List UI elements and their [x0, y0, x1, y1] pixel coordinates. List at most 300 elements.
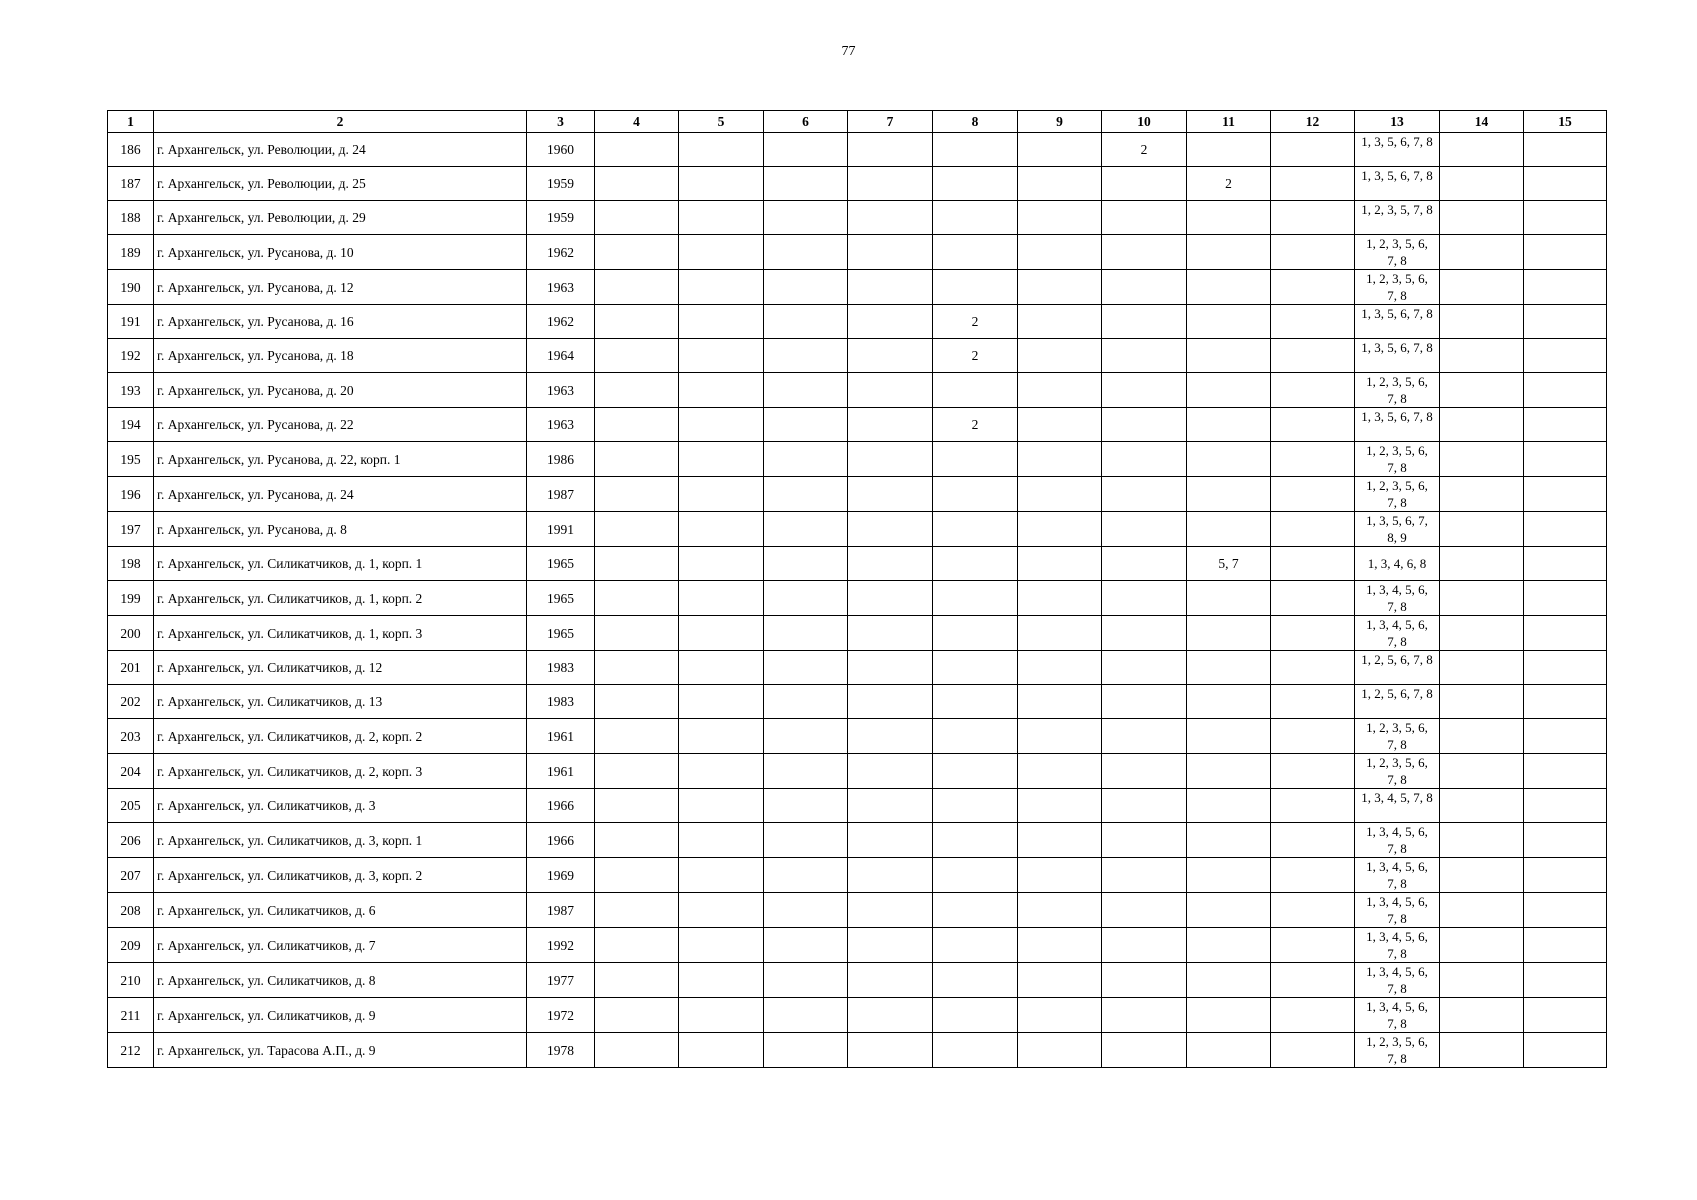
table-cell: 2: [933, 408, 1018, 442]
table-cell: [933, 789, 1018, 823]
table-cell: [848, 235, 933, 270]
table-cell: [1187, 373, 1271, 408]
table-cell: [679, 477, 764, 512]
table-cell: [1187, 893, 1271, 928]
table-cell: 5, 7: [1187, 547, 1271, 581]
table-cell: [764, 719, 848, 754]
table-cell: [1524, 305, 1607, 339]
table-cell: [933, 235, 1018, 270]
table-cell: [848, 928, 933, 963]
table-cell: [933, 201, 1018, 235]
table-cell: г. Архангельск, ул. Русанова, д. 18: [154, 339, 527, 373]
table-cell: [848, 477, 933, 512]
table-cell: 1965: [527, 616, 595, 651]
table-row: [108, 305, 1607, 339]
table-cell: 211: [108, 998, 154, 1033]
table-cell: г. Архангельск, ул. Тарасова А.П., д. 9: [154, 1033, 527, 1068]
table-cell: 186: [108, 133, 154, 167]
table-cell: [1271, 998, 1355, 1033]
table-cell: [1524, 858, 1607, 893]
table-cell: [933, 1033, 1018, 1068]
table-cell: [933, 963, 1018, 998]
table-cell: [679, 235, 764, 270]
table-cell: [848, 512, 933, 547]
table-cell: [764, 823, 848, 858]
table-cell: [1271, 270, 1355, 305]
table-cell: 1963: [527, 270, 595, 305]
table-row: [108, 167, 1607, 201]
table-cell: 206: [108, 823, 154, 858]
table-cell: [595, 893, 679, 928]
table-cell: [1524, 512, 1607, 547]
table-cell: [679, 823, 764, 858]
table-cell: 1, 3, 5, 6, 7, 8: [1355, 408, 1440, 442]
table-cell: [1271, 963, 1355, 998]
table-cell: [1524, 719, 1607, 754]
table-cell: [933, 928, 1018, 963]
table-cell: 1964: [527, 339, 595, 373]
table-cell: [1271, 685, 1355, 719]
table-cell: 1977: [527, 963, 595, 998]
table-cell: 1, 3, 5, 6, 7, 8: [1355, 133, 1440, 167]
table-row: [108, 442, 1607, 477]
table-cell: [764, 928, 848, 963]
table-cell: [595, 963, 679, 998]
table-cell: [1271, 512, 1355, 547]
table-cell: [595, 270, 679, 305]
table-cell: [595, 1033, 679, 1068]
table-cell: [1187, 928, 1271, 963]
table-cell: г. Архангельск, ул. Силикатчиков, д. 3, корп. 2: [154, 858, 527, 893]
table-cell: [1102, 754, 1187, 789]
table-cell: [1187, 719, 1271, 754]
table-cell: [1187, 651, 1271, 685]
table-cell: [1018, 719, 1102, 754]
table-cell: [848, 651, 933, 685]
table-cell: [1018, 754, 1102, 789]
table-cell: 195: [108, 442, 154, 477]
table-cell: [595, 201, 679, 235]
table-cell: [595, 133, 679, 167]
table-cell: [848, 719, 933, 754]
table-cell: г. Архангельск, ул. Русанова, д. 8: [154, 512, 527, 547]
table-row: [108, 651, 1607, 685]
table-cell: [848, 201, 933, 235]
table-cell: [595, 408, 679, 442]
table-cell: г. Архангельск, ул. Русанова, д. 10: [154, 235, 527, 270]
table-cell: [1271, 651, 1355, 685]
table-cell: [679, 581, 764, 616]
table-cell: 190: [108, 270, 154, 305]
table-cell: 1959: [527, 201, 595, 235]
table-cell: 205: [108, 789, 154, 823]
table-cell: [1187, 133, 1271, 167]
table-cell: 1963: [527, 408, 595, 442]
table-cell: 1, 2, 5, 6, 7, 8: [1355, 651, 1440, 685]
table-cell: [933, 477, 1018, 512]
column-header: 5: [679, 111, 764, 133]
table-cell: 1961: [527, 754, 595, 789]
table-row: [108, 893, 1607, 928]
table-cell: [1271, 754, 1355, 789]
table-row: [108, 477, 1607, 512]
table-cell: г. Архангельск, ул. Силикатчиков, д. 13: [154, 685, 527, 719]
table-row: [108, 408, 1607, 442]
table-cell: [595, 754, 679, 789]
table-cell: [1018, 235, 1102, 270]
table-cell: [1102, 339, 1187, 373]
table-cell: [1440, 754, 1524, 789]
table-cell: [764, 373, 848, 408]
table-cell: [679, 963, 764, 998]
table-cell: 209: [108, 928, 154, 963]
table-cell: 1, 3, 4, 5, 6, 7, 8: [1355, 616, 1440, 651]
table-cell: [679, 442, 764, 477]
table-cell: [1271, 547, 1355, 581]
table-cell: [1271, 616, 1355, 651]
column-header: 4: [595, 111, 679, 133]
table-cell: 1963: [527, 373, 595, 408]
table-cell: 2: [933, 339, 1018, 373]
table-cell: [1102, 512, 1187, 547]
table-cell: 1, 3, 4, 5, 6, 7, 8: [1355, 823, 1440, 858]
table-cell: 207: [108, 858, 154, 893]
table-cell: [1187, 408, 1271, 442]
column-header: 11: [1187, 111, 1271, 133]
table-cell: [933, 581, 1018, 616]
table-cell: г. Архангельск, ул. Силикатчиков, д. 12: [154, 651, 527, 685]
table-cell: 194: [108, 408, 154, 442]
table-cell: 1972: [527, 998, 595, 1033]
table-cell: [1018, 477, 1102, 512]
table-cell: [1018, 789, 1102, 823]
table-cell: [933, 858, 1018, 893]
table-cell: [1102, 928, 1187, 963]
table-cell: 1986: [527, 442, 595, 477]
table-cell: г. Архангельск, ул. Революции, д. 29: [154, 201, 527, 235]
column-header: 6: [764, 111, 848, 133]
table-cell: [764, 235, 848, 270]
table-cell: [679, 893, 764, 928]
table-cell: г. Архангельск, ул. Силикатчиков, д. 8: [154, 963, 527, 998]
table-cell: [1102, 270, 1187, 305]
table-cell: [1102, 719, 1187, 754]
table-row: [108, 998, 1607, 1033]
table-cell: 196: [108, 477, 154, 512]
table-cell: [1187, 1033, 1271, 1068]
table-cell: 1987: [527, 893, 595, 928]
table-cell: [848, 270, 933, 305]
table-cell: [1524, 754, 1607, 789]
table-row: [108, 754, 1607, 789]
table-row: [108, 928, 1607, 963]
table-cell: [595, 581, 679, 616]
table-cell: [933, 547, 1018, 581]
table-cell: [1271, 719, 1355, 754]
table-cell: [1102, 581, 1187, 616]
table-cell: [1524, 616, 1607, 651]
table-cell: г. Архангельск, ул. Силикатчиков, д. 2, корп. 3: [154, 754, 527, 789]
table-row: [108, 858, 1607, 893]
table-cell: [764, 1033, 848, 1068]
table-cell: [679, 789, 764, 823]
table-cell: [1102, 616, 1187, 651]
table-cell: [1018, 858, 1102, 893]
table-cell: [595, 305, 679, 339]
table-cell: 1, 3, 4, 5, 6, 7, 8: [1355, 963, 1440, 998]
table-row: [108, 133, 1607, 167]
table-cell: [1187, 581, 1271, 616]
table-cell: 1965: [527, 547, 595, 581]
table-cell: [595, 651, 679, 685]
table-cell: [933, 719, 1018, 754]
table-cell: [679, 512, 764, 547]
table-cell: [933, 685, 1018, 719]
table-cell: [1018, 339, 1102, 373]
table-cell: [1271, 305, 1355, 339]
table-cell: [1440, 547, 1524, 581]
column-header: 13: [1355, 111, 1440, 133]
table-cell: [679, 858, 764, 893]
table-cell: [1271, 339, 1355, 373]
table-cell: [1018, 616, 1102, 651]
table-cell: [1524, 477, 1607, 512]
table-cell: 1, 2, 3, 5, 6, 7, 8: [1355, 1033, 1440, 1068]
table-cell: [1102, 408, 1187, 442]
table-cell: г. Архангельск, ул. Силикатчиков, д. 9: [154, 998, 527, 1033]
table-cell: [1271, 373, 1355, 408]
table-cell: [1524, 928, 1607, 963]
table-cell: [1018, 1033, 1102, 1068]
table-cell: [1187, 477, 1271, 512]
table-cell: [679, 651, 764, 685]
page-number: 77: [841, 44, 856, 59]
table-row: [108, 581, 1607, 616]
table-cell: [1440, 1033, 1524, 1068]
table-cell: [595, 858, 679, 893]
table-cell: [848, 1033, 933, 1068]
table-cell: 1, 3, 5, 6, 7, 8: [1355, 167, 1440, 201]
table-cell: [1187, 754, 1271, 789]
table-cell: [848, 858, 933, 893]
table-cell: [1524, 1033, 1607, 1068]
table-cell: [1440, 998, 1524, 1033]
table-cell: [1440, 789, 1524, 823]
table-cell: 1, 3, 5, 6, 7, 8: [1355, 339, 1440, 373]
table-cell: 197: [108, 512, 154, 547]
table-cell: [595, 928, 679, 963]
table-cell: [1524, 339, 1607, 373]
table-cell: [1018, 270, 1102, 305]
table-cell: 1, 3, 4, 5, 7, 8: [1355, 789, 1440, 823]
table-cell: [679, 719, 764, 754]
table-cell: [933, 512, 1018, 547]
table-cell: [848, 616, 933, 651]
table-cell: [1102, 823, 1187, 858]
table-cell: [764, 167, 848, 201]
table-cell: [848, 823, 933, 858]
table-cell: [764, 754, 848, 789]
table-cell: [848, 789, 933, 823]
table-cell: [1440, 928, 1524, 963]
column-header: 14: [1440, 111, 1524, 133]
table-cell: [595, 685, 679, 719]
table-cell: [595, 167, 679, 201]
table-cell: [1440, 339, 1524, 373]
table-cell: [764, 685, 848, 719]
table-cell: [1524, 893, 1607, 928]
table-row: [108, 823, 1607, 858]
column-header: 15: [1524, 111, 1607, 133]
table-cell: г. Архангельск, ул. Силикатчиков, д. 1, корп. 1: [154, 547, 527, 581]
table-cell: г. Архангельск, ул. Силикатчиков, д. 7: [154, 928, 527, 963]
table-cell: [764, 998, 848, 1033]
table-cell: [1187, 789, 1271, 823]
table-cell: [595, 823, 679, 858]
table-cell: [595, 339, 679, 373]
table-cell: 1, 3, 5, 6, 7, 8: [1355, 305, 1440, 339]
table-cell: 1992: [527, 928, 595, 963]
table-cell: [1018, 547, 1102, 581]
table-cell: [1440, 270, 1524, 305]
table-cell: [1271, 928, 1355, 963]
table-cell: [1018, 133, 1102, 167]
table-cell: [1524, 963, 1607, 998]
table-cell: [764, 339, 848, 373]
table-cell: [764, 133, 848, 167]
table-cell: [933, 616, 1018, 651]
table-cell: [595, 789, 679, 823]
table-cell: [848, 754, 933, 789]
table-cell: 1978: [527, 1033, 595, 1068]
table-cell: [1440, 305, 1524, 339]
table-cell: [1524, 167, 1607, 201]
table-cell: [679, 133, 764, 167]
table-cell: [1440, 167, 1524, 201]
table-cell: [1440, 477, 1524, 512]
table-cell: [1018, 963, 1102, 998]
table-cell: г. Архангельск, ул. Русанова, д. 20: [154, 373, 527, 408]
table-cell: [1018, 685, 1102, 719]
table-cell: [1271, 235, 1355, 270]
table-cell: [1187, 512, 1271, 547]
table-cell: [764, 477, 848, 512]
table-cell: [1524, 235, 1607, 270]
table-cell: [1187, 685, 1271, 719]
table-cell: [1018, 893, 1102, 928]
table-cell: 200: [108, 616, 154, 651]
column-header: 7: [848, 111, 933, 133]
table-cell: [1102, 201, 1187, 235]
table-cell: 204: [108, 754, 154, 789]
table-cell: [764, 616, 848, 651]
column-header: 3: [527, 111, 595, 133]
table-cell: [1018, 928, 1102, 963]
table-cell: 1, 3, 4, 5, 6, 7, 8: [1355, 858, 1440, 893]
table-cell: [679, 270, 764, 305]
table-cell: [848, 581, 933, 616]
table-cell: [1102, 167, 1187, 201]
table-cell: [764, 963, 848, 998]
table-cell: [1102, 1033, 1187, 1068]
table-cell: [1102, 235, 1187, 270]
table-cell: [1440, 373, 1524, 408]
column-header: 2: [154, 111, 527, 133]
table-cell: [933, 133, 1018, 167]
table-cell: 1, 2, 3, 5, 6, 7, 8: [1355, 719, 1440, 754]
table-cell: [1440, 442, 1524, 477]
table-cell: г. Архангельск, ул. Силикатчиков, д. 6: [154, 893, 527, 928]
table-cell: [933, 893, 1018, 928]
table-cell: [679, 998, 764, 1033]
table-cell: [1018, 823, 1102, 858]
table-cell: г. Архангельск, ул. Русанова, д. 16: [154, 305, 527, 339]
table-row: [108, 270, 1607, 305]
table-cell: [1187, 823, 1271, 858]
table-cell: [764, 581, 848, 616]
table-cell: г. Архангельск, ул. Революции, д. 25: [154, 167, 527, 201]
table-cell: [764, 201, 848, 235]
table-cell: [1271, 581, 1355, 616]
table-cell: 210: [108, 963, 154, 998]
table-cell: [1018, 167, 1102, 201]
table-cell: [1102, 547, 1187, 581]
table-cell: 1, 2, 3, 5, 7, 8: [1355, 201, 1440, 235]
table-cell: [595, 547, 679, 581]
table-cell: [1524, 373, 1607, 408]
table-cell: [595, 235, 679, 270]
table-row: [108, 1033, 1607, 1068]
table-cell: [1440, 201, 1524, 235]
table-cell: [764, 442, 848, 477]
housing-registry-table: [107, 110, 1607, 1068]
table-row: [108, 373, 1607, 408]
table-cell: 202: [108, 685, 154, 719]
table-cell: [933, 823, 1018, 858]
table-cell: 1, 2, 3, 5, 6, 7, 8: [1355, 270, 1440, 305]
table-cell: 1, 2, 3, 5, 6, 7, 8: [1355, 477, 1440, 512]
table-cell: [1271, 823, 1355, 858]
table-cell: [848, 408, 933, 442]
table-cell: [1271, 789, 1355, 823]
table-cell: [1524, 789, 1607, 823]
table-cell: [1440, 823, 1524, 858]
table-cell: [848, 442, 933, 477]
table-cell: 1, 3, 4, 5, 6, 7, 8: [1355, 893, 1440, 928]
table-cell: 189: [108, 235, 154, 270]
table-cell: [595, 512, 679, 547]
table-body: [108, 133, 1607, 1068]
table-cell: [1102, 305, 1187, 339]
table-cell: [1440, 685, 1524, 719]
table-cell: г. Архангельск, ул. Русанова, д. 22: [154, 408, 527, 442]
table-row: [108, 963, 1607, 998]
table-cell: [1524, 408, 1607, 442]
table-cell: [764, 858, 848, 893]
table-cell: [764, 512, 848, 547]
table-cell: [1440, 858, 1524, 893]
table-cell: [595, 616, 679, 651]
table-cell: г. Архангельск, ул. Силикатчиков, д. 1, корп. 2: [154, 581, 527, 616]
table-row: [108, 235, 1607, 270]
table-cell: [1271, 167, 1355, 201]
table-cell: [595, 719, 679, 754]
table-cell: [1440, 408, 1524, 442]
table-row: [108, 339, 1607, 373]
table-cell: [679, 339, 764, 373]
table-cell: [679, 685, 764, 719]
table-cell: 1959: [527, 167, 595, 201]
